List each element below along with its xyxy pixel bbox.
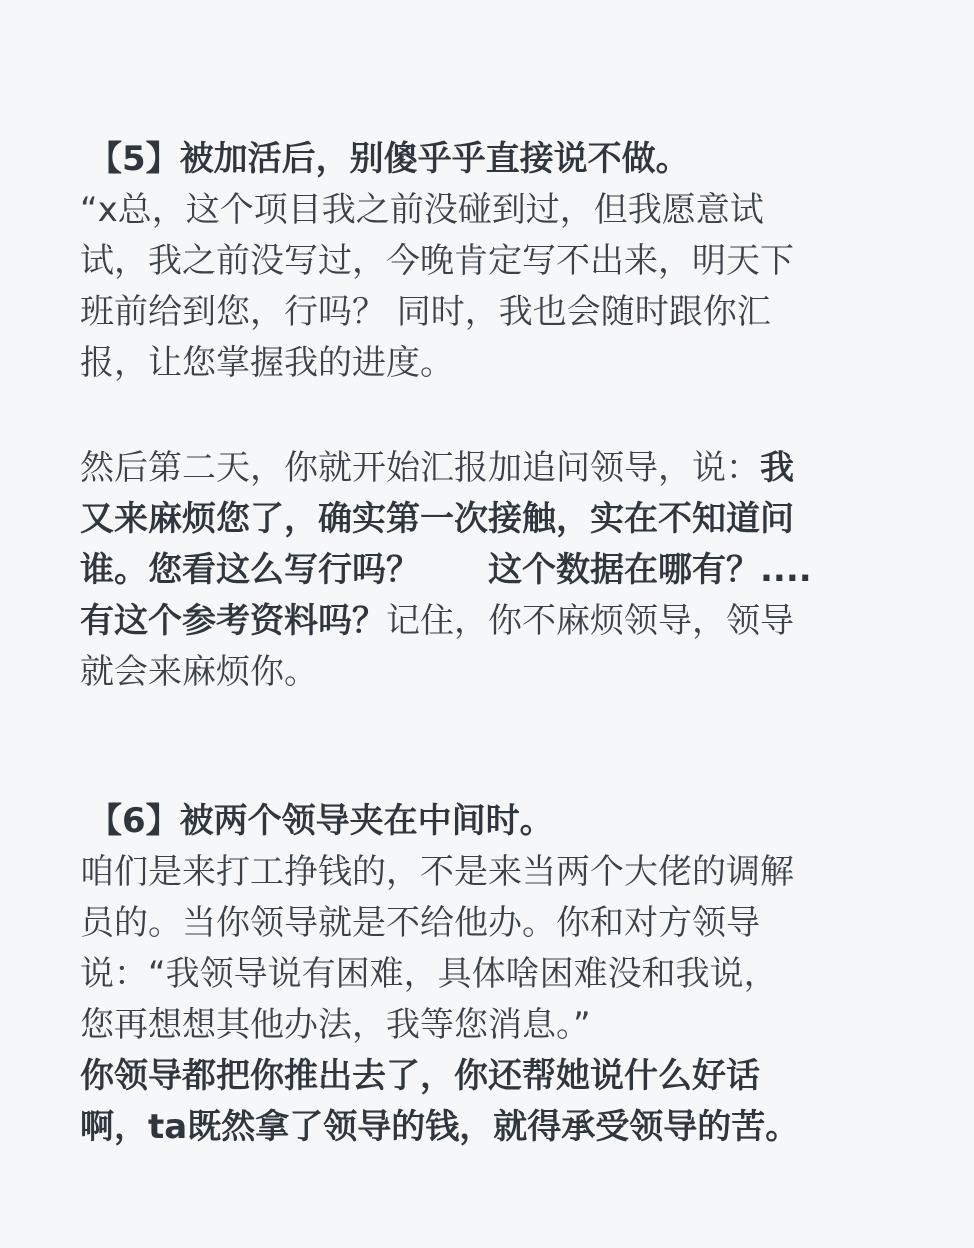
paragraph-bold-text: 谁。您看这么写行吗？ [80,550,420,590]
section-6-heading: 【6】被两个领导夹在中间时。 [88,801,554,841]
section-5-quote-line: “x总，这个项目我之前没碰到过，但我愿意试 [80,190,764,230]
section-6-line: 说：“我领导说有困难，具体啥困难没和我说， [80,954,778,994]
section-5-heading: 【5】被加活后，别傻乎乎直接说不做。 [88,139,690,179]
paragraph-line [80,545,880,596]
section-6-line: 员的。当你领导就是不给他办。你和对方领导 [80,903,760,943]
paragraph-text: 然后第二天，你就开始汇报加追问领导，说： [80,448,760,488]
section-5-quote-line: 班前给到您，行吗？ 同时，我也会随时跟你汇 [80,292,771,332]
section-6-bold-line: 啊，ta既然拿了领导的钱，就得承受领导的苦。 [80,1107,800,1147]
section-6-bold-line: 你领导都把你推出去了，你还帮她说什么好话 [80,1056,760,1096]
paragraph-line [80,443,880,494]
section-6-line: 您再想想其他办法，我等您消息。” [80,1005,591,1045]
section-5-quote-line: 报，让您掌握我的进度。 [80,343,454,383]
section-5-paragraph [80,443,880,698]
section-6-line: 咱们是来打工挣钱的，不是来当两个大佬的调解 [80,852,794,892]
paragraph-bold-text: 这个数据在哪有？.... [488,550,812,590]
paragraph-line [80,596,880,647]
paragraph-text: 记住，你不麻烦领导，领导 [386,601,794,641]
section-5 [80,137,880,389]
section-6 [80,799,880,1153]
paragraph-bold-line: 又来麻烦您了，确实第一次接触，实在不知道问 [80,499,794,539]
section-5-quote-line: 试，我之前没写过，今晚肯定写不出来，明天下 [80,241,794,281]
paragraph-bold-text: 我 [760,448,794,488]
paragraph-line: 就会来麻烦你。 [80,652,318,692]
paragraph-bold-text: 有这个参考资料吗？ [80,601,386,641]
